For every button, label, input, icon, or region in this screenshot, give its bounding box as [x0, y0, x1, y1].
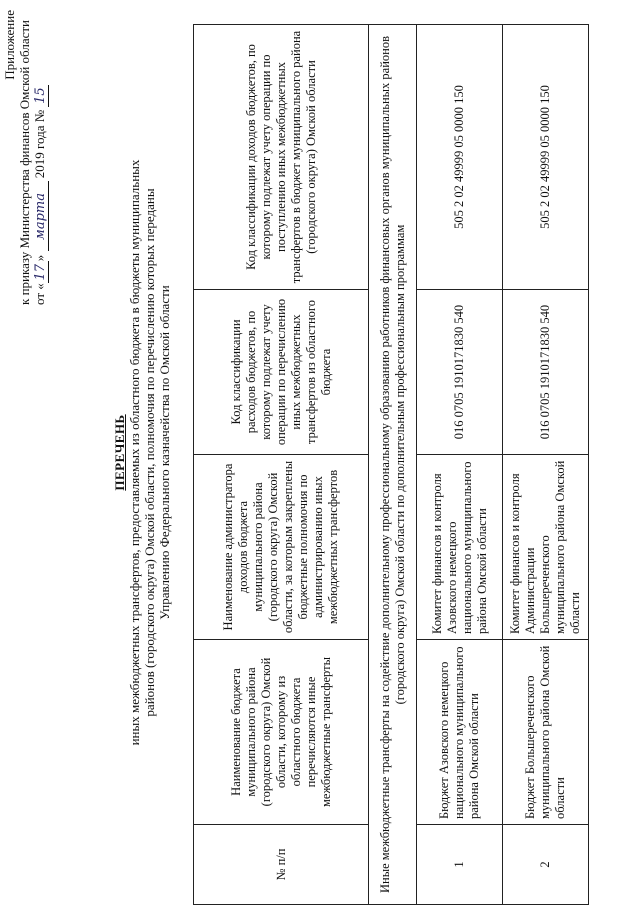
- date-day: 17: [33, 261, 49, 283]
- document-heading: [112, 40, 172, 865]
- header-admin: Наименование администратора доходов бюджета муниципального района (городского округа) Омской области, за которым закреплены бюджетные полномочия по администрированию иных межбюджетных трансфертов: [194, 455, 369, 640]
- heading-line-1: иных межбюджетных трансфертов, предоставляемых из областного бюджета в бюджеты муниципальных: [127, 159, 142, 746]
- header-income-code: Код классификации доходов бюджетов, по которому подлежат учету операции по поступлению иных межбюджетных трансфертов в бюджет муниципального района (городского округа) Омской области: [194, 25, 369, 290]
- section-title: Иные межбюджетные трансферты на содействие дополнительному профессиональному образованию работников финансовых органов муниципальных районов (городского округа) Омской области по дополнительным профессиональным программам: [369, 25, 417, 905]
- appendix-title: Приложение: [2, 10, 17, 80]
- row-income-code: 505 2 02 49999 05 0000 150: [417, 25, 503, 290]
- heading-line-3: Управлению Федерального казначейства по Омской области: [157, 285, 172, 620]
- document-title: ПЕРЕЧЕНЬ: [112, 414, 127, 491]
- row-admin: Комитет финансов и контроля Азовского немецкого национального муниципального района Омской области: [417, 455, 503, 640]
- row-num: 1: [417, 825, 503, 905]
- appendix-block: [2, 10, 49, 305]
- date-year: 2019 года №: [32, 109, 47, 179]
- table-row: [417, 25, 503, 905]
- row-expense-code: 016 0705 1910171830 540: [503, 290, 589, 455]
- section-row: [369, 25, 417, 905]
- header-budget: Наименование бюджета муниципального района (городского округа) Омской области, которому из областного бюджета перечисляются иные межбюджетные трансферты: [194, 640, 369, 825]
- date-month: марта: [33, 181, 49, 251]
- appendix-date-line: [32, 10, 49, 305]
- appendix-order-line: к приказу Министерства финансов Омской области: [17, 20, 32, 305]
- table-header-row: [194, 25, 369, 905]
- date-number: 15: [33, 85, 49, 107]
- row-expense-code: 016 0705 1910171830 540: [417, 290, 503, 455]
- date-prefix: от «: [32, 283, 47, 305]
- table-row: [503, 25, 589, 905]
- row-budget: Бюджет Азовского немецкого национального муниципального района Омской области: [417, 640, 503, 825]
- row-budget: Бюджет Большереченского муниципального района Омской области: [503, 640, 589, 825]
- row-income-code: 505 2 02 49999 05 0000 150: [503, 25, 589, 290]
- row-admin: Комитет финансов и контроля Администрации Большереченского муниципального района Омской области: [503, 455, 589, 640]
- date-mid: »: [32, 254, 47, 262]
- heading-line-2: районов (городского округа) Омской области, полномочия по перечислению которых переданы: [142, 188, 157, 717]
- header-num: № п/п: [194, 825, 369, 905]
- transfers-table: [193, 24, 589, 905]
- header-expense-code: Код классификации расходов бюджетов, по которому подлежат учету операции по перечислению иных межбюджетных трансфертов из областного бюджета: [194, 290, 369, 455]
- row-num: 2: [503, 825, 589, 905]
